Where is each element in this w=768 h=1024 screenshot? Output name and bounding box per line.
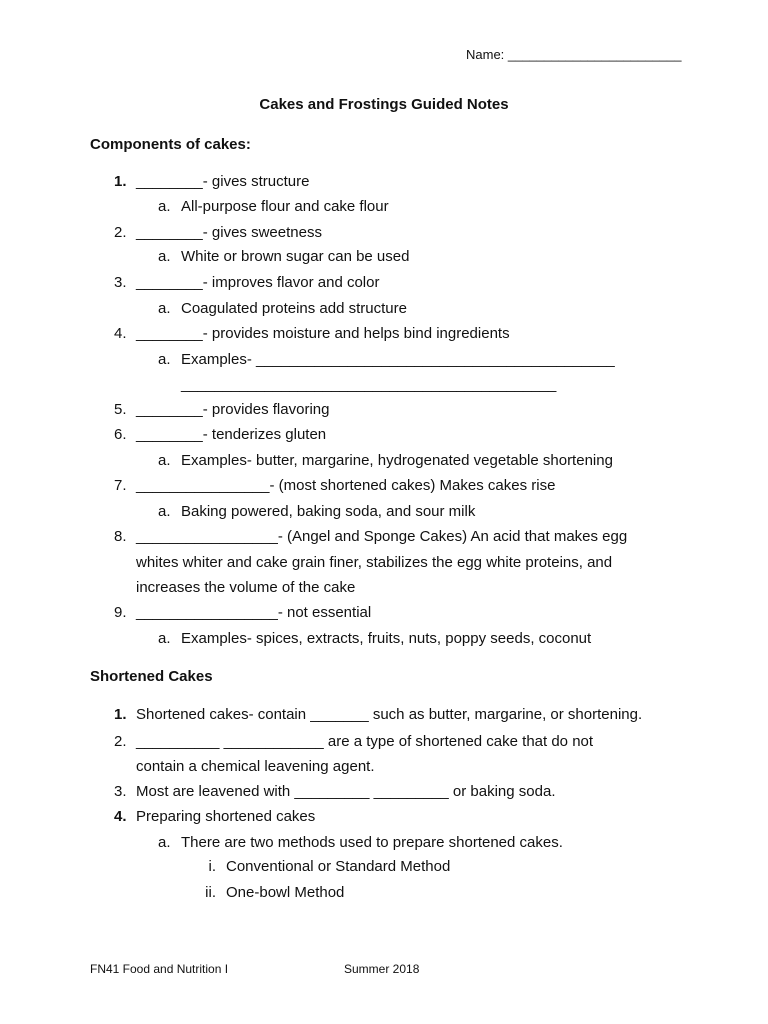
component-6-examples: Examples- butter, margarine, hydrogenated vegetable shortening xyxy=(181,452,613,469)
name-field: Name: ________________________ xyxy=(466,47,682,62)
component-9: _________________- not essential xyxy=(136,604,372,621)
component-4-examples: Examples- ___________________________________________ xyxy=(181,351,615,368)
components-heading: Components of cakes: xyxy=(90,136,251,153)
sub-letter: a. xyxy=(158,834,171,851)
component-1: ________- gives structure xyxy=(136,173,310,190)
item-number: 2. xyxy=(114,733,127,750)
sub-letter: a. xyxy=(158,248,171,265)
component-1-detail: All-purpose flour and cake flour xyxy=(181,198,389,215)
component-7-detail: Baking powered, baking soda, and sour milk xyxy=(181,503,476,520)
item-number: 2. xyxy=(114,224,127,241)
sub-letter: a. xyxy=(158,198,171,215)
shortened-2-line2: contain a chemical leavening agent. xyxy=(136,758,375,775)
shortened-4-methods: There are two methods used to prepare shortened cakes. xyxy=(181,834,563,851)
item-number: 4. xyxy=(114,325,127,342)
component-9-examples: Examples- spices, extracts, fruits, nuts, poppy seeds, coconut xyxy=(181,630,592,647)
item-number: 6. xyxy=(114,426,127,443)
item-number: 7. xyxy=(114,477,127,494)
component-2-detail: White or brown sugar can be used xyxy=(181,248,410,265)
component-8-line2: whites whiter and cake grain finer, stabilizes the egg white proteins, and xyxy=(136,554,613,571)
component-6: ________- tenderizes gluten xyxy=(136,426,327,443)
sub-letter: a. xyxy=(158,300,171,317)
component-8-line3: increases the volume of the cake xyxy=(136,579,356,596)
item-number: 4. xyxy=(114,808,127,825)
shortened-3: Most are leavened with _________ _________ or baking soda. xyxy=(136,783,556,800)
shortened-cakes-heading: Shortened Cakes xyxy=(90,668,213,685)
method-conventional: Conventional or Standard Method xyxy=(226,858,451,875)
component-4-examples-line2: _____________________________________________ xyxy=(181,376,557,393)
item-number: 3. xyxy=(114,274,127,291)
component-3-detail: Coagulated proteins add structure xyxy=(181,300,407,317)
sub-letter: a. xyxy=(158,452,171,469)
component-5: ________- provides flavoring xyxy=(136,401,330,418)
shortened-2: __________ ____________ are a type of shortened cake that do not xyxy=(136,733,594,750)
component-8: _________________- (Angel and Sponge Cakes) An acid that makes egg xyxy=(136,528,628,545)
roman-numeral: ii. xyxy=(205,884,216,901)
footer-course: FN41 Food and Nutrition I xyxy=(90,962,229,976)
component-4: ________- provides moisture and helps bind ingredients xyxy=(136,325,510,342)
item-number: 5. xyxy=(114,401,127,418)
page-title: Cakes and Frostings Guided Notes xyxy=(259,96,509,113)
item-number: 8. xyxy=(114,528,127,545)
item-number: 1. xyxy=(114,173,127,190)
item-number: 3. xyxy=(114,783,127,800)
shortened-1: Shortened cakes- contain _______ such as butter, margarine, or shortening. xyxy=(136,706,643,723)
component-2: ________- gives sweetness xyxy=(136,224,322,241)
sub-letter: a. xyxy=(158,630,171,647)
component-7: ________________- (most shortened cakes) Makes cakes rise xyxy=(136,477,556,494)
sub-letter: a. xyxy=(158,503,171,520)
footer-term: Summer 2018 xyxy=(344,962,420,976)
component-3: ________- improves flavor and color xyxy=(136,274,380,291)
roman-numeral: i. xyxy=(208,858,216,875)
shortened-4: Preparing shortened cakes xyxy=(136,808,316,825)
sub-letter: a. xyxy=(158,351,171,368)
method-one-bowl: One-bowl Method xyxy=(226,884,345,901)
item-number: 1. xyxy=(114,706,127,723)
item-number: 9. xyxy=(114,604,127,621)
